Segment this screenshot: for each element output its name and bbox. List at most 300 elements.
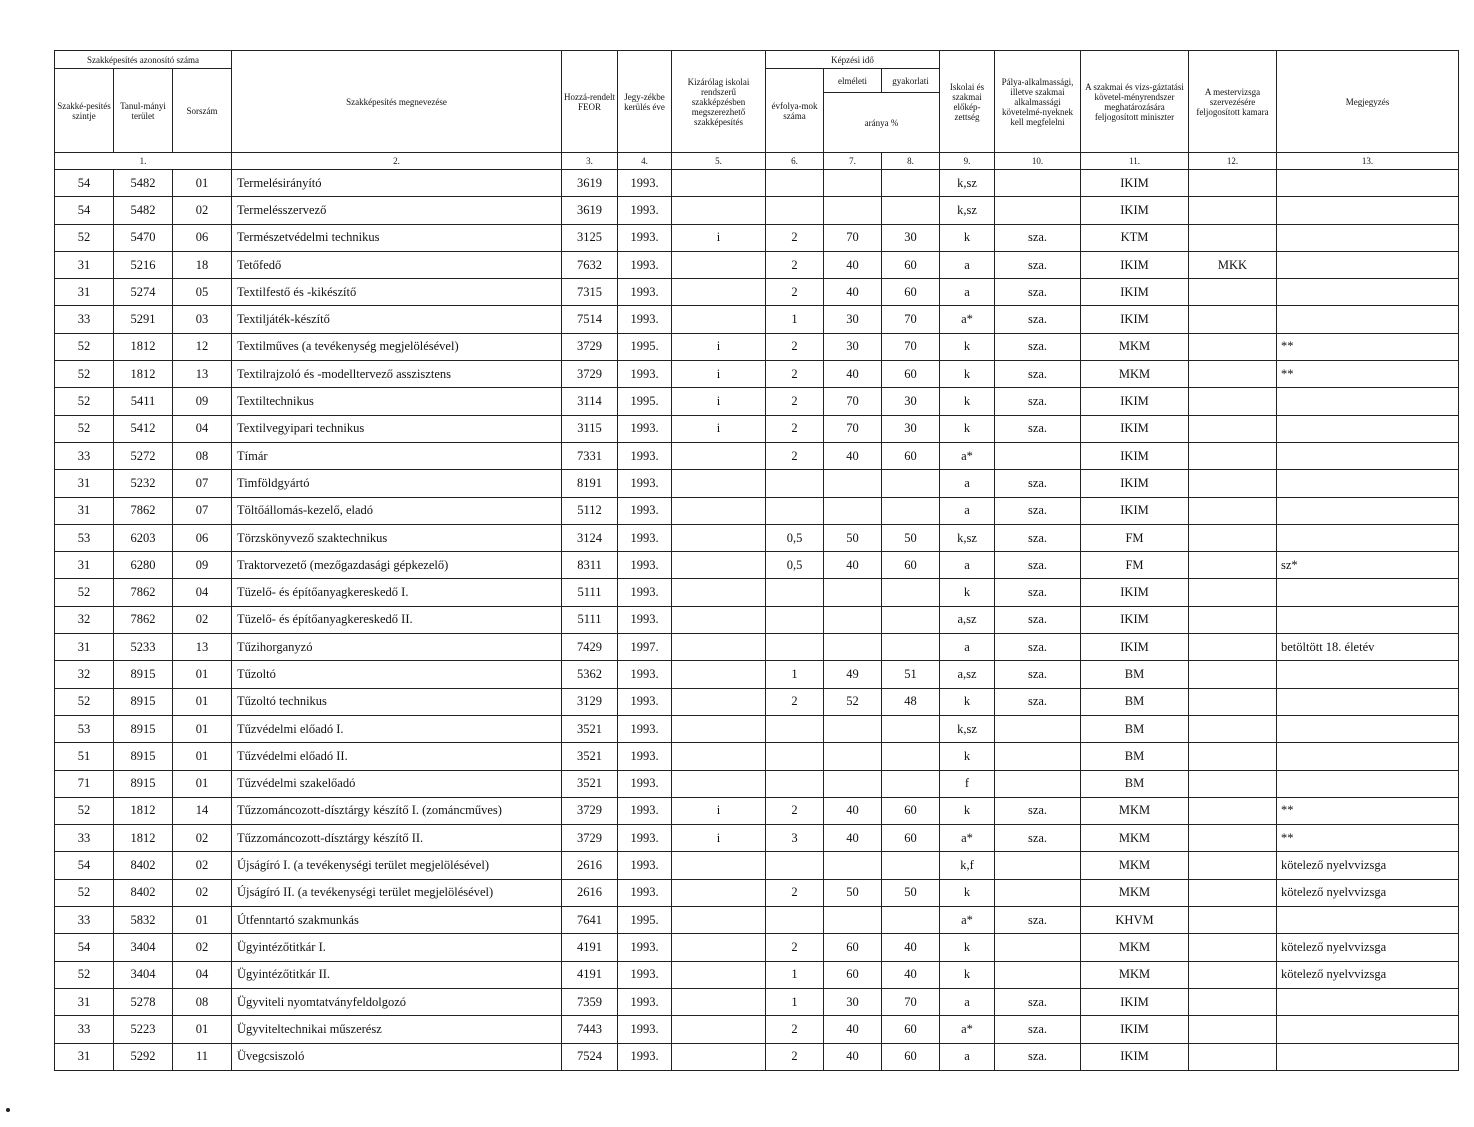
cell-theory: 30 (824, 333, 882, 360)
cell-career: sza. (995, 797, 1081, 824)
cell-excl (672, 879, 766, 906)
cell-level: 31 (55, 552, 114, 579)
table-row (55, 661, 1459, 688)
cell-career: sza. (995, 306, 1081, 333)
cell-chamber (1189, 797, 1277, 824)
cell-excl (672, 907, 766, 934)
cell-feor: 3521 (562, 715, 618, 742)
cell-theory: 40 (824, 825, 882, 852)
cell-practice (882, 197, 940, 224)
cell-name: Tűzzománcozott-dísztárgy készítő II. (232, 825, 562, 852)
cell-level: 52 (55, 333, 114, 360)
cell-feor: 5362 (562, 661, 618, 688)
cell-level: 33 (55, 1016, 114, 1043)
cell-feor: 3619 (562, 197, 618, 224)
column-number: 11. (1081, 153, 1189, 170)
cell-chamber (1189, 197, 1277, 224)
cell-year: 1993. (618, 661, 672, 688)
header-theory: elméleti (824, 69, 882, 93)
cell-school: k (940, 743, 995, 770)
table-row (55, 825, 1459, 852)
cell-career: sza. (995, 524, 1081, 551)
table-row (55, 879, 1459, 906)
cell-level: 31 (55, 1043, 114, 1070)
cell-area: 5223 (114, 1016, 173, 1043)
cell-remark (1277, 170, 1459, 197)
cell-school: a,sz (940, 606, 995, 633)
cell-feor: 7429 (562, 634, 618, 661)
cell-excl (672, 1043, 766, 1070)
header-name: Szakképesítés megnevezése (232, 51, 562, 153)
cell-practice (882, 579, 940, 606)
header-minister: A szakmai és vizs-gáztatási követel-ményrendszer meghatározására feljogosított miniszter (1081, 51, 1189, 153)
header-level: Szakké-pesítés szintje (55, 69, 114, 153)
cell-minister: MKM (1081, 852, 1189, 879)
cell-area: 8915 (114, 770, 173, 797)
cell-grades (766, 170, 824, 197)
cell-year: 1993. (618, 1016, 672, 1043)
cell-chamber (1189, 715, 1277, 742)
cell-level: 31 (55, 251, 114, 278)
cell-school: a (940, 470, 995, 497)
cell-career: sza. (995, 579, 1081, 606)
header-exclusive: Kizárólag iskolai rendszerű szakképzésben megszerezhető szakképesítés (672, 51, 766, 153)
cell-grades: 2 (766, 688, 824, 715)
cell-theory: 40 (824, 361, 882, 388)
cell-remark: ** (1277, 797, 1459, 824)
cell-serial: 12 (173, 333, 232, 360)
cell-chamber (1189, 606, 1277, 633)
cell-level: 31 (55, 279, 114, 306)
cell-level: 52 (55, 879, 114, 906)
cell-serial: 06 (173, 524, 232, 551)
cell-area: 8915 (114, 743, 173, 770)
cell-grades: 2 (766, 797, 824, 824)
cell-excl (672, 170, 766, 197)
cell-year: 1993. (618, 497, 672, 524)
cell-career: sza. (995, 606, 1081, 633)
cell-remark: kötelező nyelvvizsga (1277, 879, 1459, 906)
cell-serial: 08 (173, 988, 232, 1015)
cell-theory: 40 (824, 552, 882, 579)
cell-remark (1277, 470, 1459, 497)
cell-school: k (940, 579, 995, 606)
cell-serial: 01 (173, 1016, 232, 1043)
cell-theory (824, 470, 882, 497)
cell-school: a (940, 988, 995, 1015)
cell-area: 8915 (114, 688, 173, 715)
cell-theory: 30 (824, 306, 882, 333)
cell-name: Tűzvédelmi szakelőadó (232, 770, 562, 797)
cell-career (995, 197, 1081, 224)
cell-chamber (1189, 1043, 1277, 1070)
cell-minister: IKIM (1081, 606, 1189, 633)
column-number: 5. (672, 153, 766, 170)
cell-serial: 04 (173, 579, 232, 606)
cell-excl (672, 442, 766, 469)
cell-serial: 01 (173, 688, 232, 715)
cell-chamber (1189, 170, 1277, 197)
column-number: 6. (766, 153, 824, 170)
cell-school: a (940, 552, 995, 579)
table-row (55, 251, 1459, 278)
cell-practice: 30 (882, 224, 940, 251)
table-row (55, 688, 1459, 715)
cell-area: 5292 (114, 1043, 173, 1070)
column-number: 2. (232, 153, 562, 170)
cell-excl (672, 1016, 766, 1043)
cell-excl (672, 279, 766, 306)
cell-school: k (940, 388, 995, 415)
cell-practice: 30 (882, 415, 940, 442)
cell-school: a* (940, 907, 995, 934)
column-number: 4. (618, 153, 672, 170)
cell-theory: 70 (824, 224, 882, 251)
cell-year: 1993. (618, 715, 672, 742)
cell-practice: 60 (882, 279, 940, 306)
cell-feor: 5111 (562, 579, 618, 606)
header-group-id: Szakképesítés azonosító száma (55, 51, 232, 69)
cell-excl (672, 524, 766, 551)
column-number: 7. (824, 153, 882, 170)
cell-level: 52 (55, 224, 114, 251)
cell-name: Tímár (232, 442, 562, 469)
cell-year: 1995. (618, 907, 672, 934)
cell-name: Töltőállomás-kezelő, eladó (232, 497, 562, 524)
cell-name: Ügyviteltechnikai műszerész (232, 1016, 562, 1043)
cell-name: Textilműves (a tevékenység megjelölésével) (232, 333, 562, 360)
cell-practice: 60 (882, 1043, 940, 1070)
cell-feor: 4191 (562, 961, 618, 988)
margin-mark (6, 1108, 10, 1112)
cell-area: 5482 (114, 170, 173, 197)
cell-remark (1277, 606, 1459, 633)
cell-year: 1993. (618, 688, 672, 715)
cell-chamber (1189, 470, 1277, 497)
table-row (55, 852, 1459, 879)
cell-practice: 30 (882, 388, 940, 415)
cell-year: 1993. (618, 251, 672, 278)
table-row (55, 333, 1459, 360)
cell-school: a (940, 279, 995, 306)
table-row (55, 552, 1459, 579)
header-area: Tanul-mányi terület (114, 69, 173, 153)
cell-grades: 2 (766, 251, 824, 278)
cell-name: Útfenntartó szakmunkás (232, 907, 562, 934)
cell-theory (824, 907, 882, 934)
cell-chamber (1189, 934, 1277, 961)
cell-name: Tetőfedő (232, 251, 562, 278)
cell-level: 52 (55, 361, 114, 388)
cell-name: Textilrajzoló és -modelltervező asszisztens (232, 361, 562, 388)
cell-school: k (940, 415, 995, 442)
table-row (55, 743, 1459, 770)
cell-serial: 02 (173, 197, 232, 224)
cell-school: k (940, 688, 995, 715)
cell-area: 5832 (114, 907, 173, 934)
cell-grades: 2 (766, 388, 824, 415)
cell-chamber (1189, 634, 1277, 661)
cell-level: 52 (55, 797, 114, 824)
cell-area: 1812 (114, 797, 173, 824)
cell-level: 71 (55, 770, 114, 797)
cell-grades: 1 (766, 988, 824, 1015)
cell-excl (672, 934, 766, 961)
cell-year: 1993. (618, 743, 672, 770)
cell-career (995, 170, 1081, 197)
cell-remark (1277, 279, 1459, 306)
cell-minister: IKIM (1081, 470, 1189, 497)
cell-excl (672, 306, 766, 333)
cell-feor: 5111 (562, 606, 618, 633)
cell-serial: 09 (173, 552, 232, 579)
cell-serial: 04 (173, 415, 232, 442)
cell-name: Tűzoltó technikus (232, 688, 562, 715)
cell-career (995, 879, 1081, 906)
cell-remark (1277, 415, 1459, 442)
cell-feor: 3521 (562, 743, 618, 770)
cell-practice: 60 (882, 797, 940, 824)
cell-minister: IKIM (1081, 251, 1189, 278)
cell-excl (672, 634, 766, 661)
cell-area: 3404 (114, 961, 173, 988)
cell-area: 6280 (114, 552, 173, 579)
cell-career: sza. (995, 552, 1081, 579)
cell-feor: 7359 (562, 988, 618, 1015)
cell-feor: 8311 (562, 552, 618, 579)
cell-area: 5272 (114, 442, 173, 469)
cell-area: 5482 (114, 197, 173, 224)
cell-theory (824, 852, 882, 879)
cell-minister: MKM (1081, 879, 1189, 906)
cell-theory (824, 606, 882, 633)
cell-practice: 70 (882, 333, 940, 360)
cell-feor: 3125 (562, 224, 618, 251)
cell-practice (882, 170, 940, 197)
cell-area: 7862 (114, 579, 173, 606)
column-number: 13. (1277, 153, 1459, 170)
cell-minister: IKIM (1081, 497, 1189, 524)
cell-school: k,sz (940, 197, 995, 224)
cell-year: 1995. (618, 388, 672, 415)
cell-excl: i (672, 825, 766, 852)
cell-remark: kötelező nyelvvizsga (1277, 852, 1459, 879)
cell-year: 1993. (618, 197, 672, 224)
cell-area: 5278 (114, 988, 173, 1015)
cell-remark: kötelező nyelvvizsga (1277, 961, 1459, 988)
cell-career: sza. (995, 1016, 1081, 1043)
cell-excl: i (672, 388, 766, 415)
cell-career (995, 442, 1081, 469)
cell-level: 32 (55, 606, 114, 633)
cell-grades (766, 579, 824, 606)
cell-level: 52 (55, 688, 114, 715)
cell-excl (672, 606, 766, 633)
cell-school: a* (940, 442, 995, 469)
header-ratio: aránya % (824, 93, 940, 153)
cell-level: 33 (55, 907, 114, 934)
cell-year: 1993. (618, 442, 672, 469)
cell-school: k (940, 797, 995, 824)
cell-chamber (1189, 743, 1277, 770)
cell-remark (1277, 497, 1459, 524)
cell-career (995, 934, 1081, 961)
cell-chamber (1189, 1016, 1277, 1043)
table-row (55, 470, 1459, 497)
cell-year: 1993. (618, 579, 672, 606)
cell-school: a* (940, 306, 995, 333)
cell-chamber (1189, 388, 1277, 415)
cell-minister: MKM (1081, 825, 1189, 852)
cell-grades (766, 470, 824, 497)
cell-feor: 3729 (562, 361, 618, 388)
cell-school: k (940, 224, 995, 251)
cell-practice (882, 470, 940, 497)
cell-name: Tűzvédelmi előadó II. (232, 743, 562, 770)
cell-serial: 04 (173, 961, 232, 988)
cell-serial: 13 (173, 634, 232, 661)
cell-grades (766, 770, 824, 797)
cell-career (995, 715, 1081, 742)
cell-year: 1993. (618, 224, 672, 251)
cell-grades: 2 (766, 934, 824, 961)
cell-feor: 3521 (562, 770, 618, 797)
cell-remark (1277, 661, 1459, 688)
cell-excl: i (672, 224, 766, 251)
cell-serial: 07 (173, 470, 232, 497)
cell-theory (824, 770, 882, 797)
cell-area: 5470 (114, 224, 173, 251)
cell-year: 1997. (618, 634, 672, 661)
cell-school: k,sz (940, 715, 995, 742)
cell-practice: 48 (882, 688, 940, 715)
cell-feor: 4191 (562, 934, 618, 961)
cell-career: sza. (995, 688, 1081, 715)
cell-excl (672, 988, 766, 1015)
cell-year: 1993. (618, 961, 672, 988)
table-row (55, 497, 1459, 524)
cell-career: sza. (995, 415, 1081, 442)
cell-name: Tűzoltó (232, 661, 562, 688)
cell-excl (672, 688, 766, 715)
cell-chamber (1189, 579, 1277, 606)
cell-name: Tüzelő- és építőanyagkereskedő I. (232, 579, 562, 606)
cell-year: 1993. (618, 470, 672, 497)
table-row (55, 770, 1459, 797)
cell-grades: 0,5 (766, 524, 824, 551)
cell-level: 53 (55, 715, 114, 742)
cell-serial: 07 (173, 497, 232, 524)
cell-name: Timföldgyártó (232, 470, 562, 497)
cell-feor: 2616 (562, 879, 618, 906)
cell-practice: 40 (882, 961, 940, 988)
cell-minister: MKM (1081, 934, 1189, 961)
cell-grades: 2 (766, 879, 824, 906)
cell-theory: 40 (824, 797, 882, 824)
cell-feor: 3729 (562, 333, 618, 360)
cell-name: Textilvegyipari technikus (232, 415, 562, 442)
cell-theory (824, 170, 882, 197)
cell-serial: 08 (173, 442, 232, 469)
table-row (55, 442, 1459, 469)
column-number-row (55, 153, 1459, 170)
cell-chamber (1189, 879, 1277, 906)
cell-theory: 40 (824, 279, 882, 306)
cell-career (995, 852, 1081, 879)
cell-name: Törzskönyvező szaktechnikus (232, 524, 562, 551)
cell-excl (672, 770, 766, 797)
cell-practice: 70 (882, 306, 940, 333)
cell-area: 8915 (114, 661, 173, 688)
cell-level: 54 (55, 197, 114, 224)
cell-name: Textilfestő és -kikészítő (232, 279, 562, 306)
table-row (55, 388, 1459, 415)
cell-grades: 2 (766, 224, 824, 251)
cell-chamber: MKK (1189, 251, 1277, 278)
cell-excl: i (672, 333, 766, 360)
cell-grades (766, 606, 824, 633)
cell-chamber (1189, 661, 1277, 688)
cell-level: 31 (55, 497, 114, 524)
cell-feor: 3129 (562, 688, 618, 715)
table-row (55, 634, 1459, 661)
cell-practice (882, 907, 940, 934)
cell-serial: 09 (173, 388, 232, 415)
table-row (55, 907, 1459, 934)
cell-remark (1277, 579, 1459, 606)
cell-school: f (940, 770, 995, 797)
cell-minister: KHVM (1081, 907, 1189, 934)
cell-name: Textiltechnikus (232, 388, 562, 415)
cell-practice: 60 (882, 442, 940, 469)
cell-level: 52 (55, 579, 114, 606)
cell-excl: i (672, 361, 766, 388)
cell-career: sza. (995, 388, 1081, 415)
cell-minister: FM (1081, 524, 1189, 551)
cell-serial: 01 (173, 743, 232, 770)
cell-name: Természetvédelmi technikus (232, 224, 562, 251)
cell-excl (672, 852, 766, 879)
cell-practice: 60 (882, 552, 940, 579)
cell-level: 32 (55, 661, 114, 688)
table-row (55, 988, 1459, 1015)
cell-year: 1993. (618, 770, 672, 797)
cell-grades: 2 (766, 333, 824, 360)
header-chamber: A mestervizsga szervezésére feljogosított kamara (1189, 51, 1277, 153)
cell-minister: IKIM (1081, 442, 1189, 469)
cell-theory (824, 715, 882, 742)
cell-name: Tűzvédelmi előadó I. (232, 715, 562, 742)
table-row (55, 579, 1459, 606)
cell-serial: 02 (173, 934, 232, 961)
cell-remark (1277, 197, 1459, 224)
cell-minister: IKIM (1081, 197, 1189, 224)
cell-chamber (1189, 306, 1277, 333)
column-number: 3. (562, 153, 618, 170)
cell-theory: 50 (824, 879, 882, 906)
cell-theory (824, 497, 882, 524)
cell-theory: 40 (824, 1043, 882, 1070)
cell-minister: KTM (1081, 224, 1189, 251)
cell-area: 1812 (114, 361, 173, 388)
cell-school: a (940, 634, 995, 661)
cell-feor: 3115 (562, 415, 618, 442)
cell-serial: 02 (173, 852, 232, 879)
cell-chamber (1189, 333, 1277, 360)
cell-area: 1812 (114, 333, 173, 360)
cell-area: 5412 (114, 415, 173, 442)
cell-career: sza. (995, 634, 1081, 661)
